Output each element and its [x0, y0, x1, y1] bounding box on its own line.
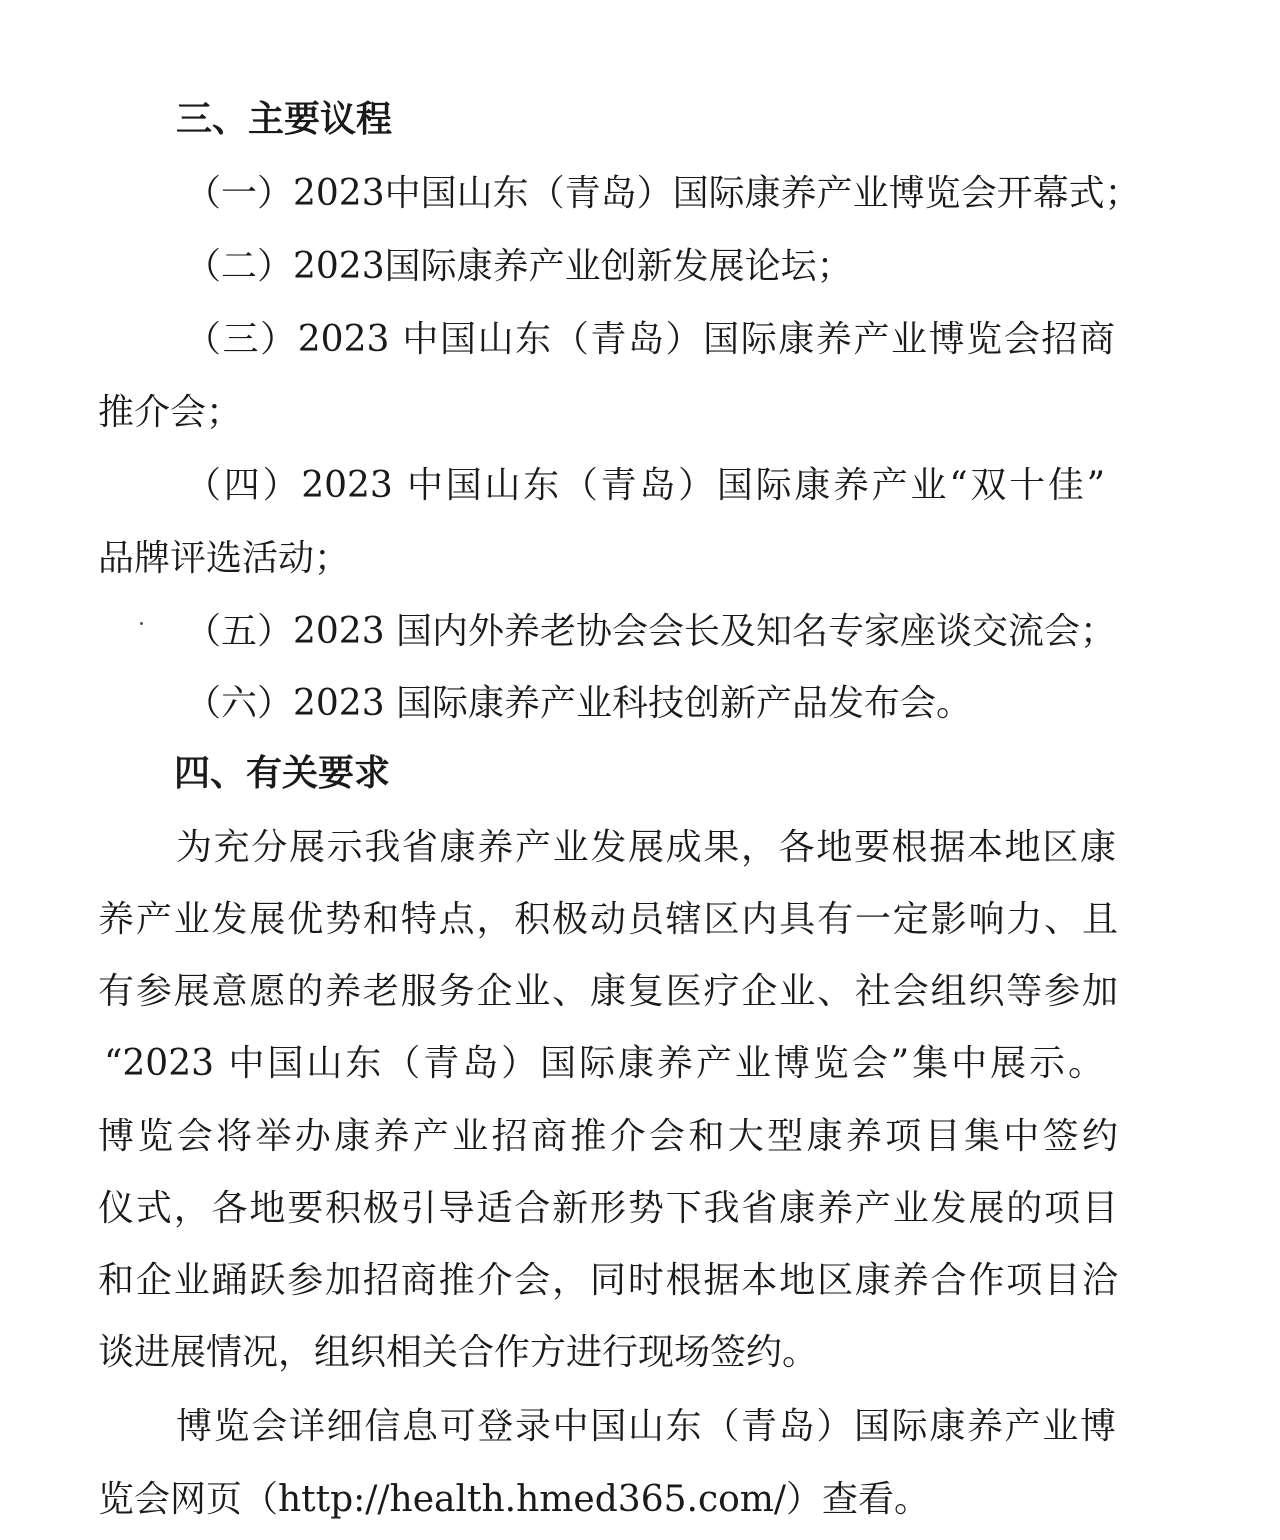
agenda-item-2: （二）2023国际康养产业创新发展论坛； — [185, 246, 853, 287]
agenda-item-3-continued: 推介会； — [98, 392, 243, 433]
requirements-line-5: 博览会将举办康养产业招商推介会和大型康养项目集中签约 — [98, 1116, 1118, 1157]
agenda-item-1: （一）2023中国山东（青岛）国际康养产业博览会开幕式； — [185, 173, 1141, 214]
agenda-item-5: （五）2023 国内外养老协会会长及知名专家座谈交流会； — [185, 611, 1117, 652]
agenda-item-4-continued: 品牌评选活动； — [98, 538, 351, 579]
agenda-item-3: （三）2023 中国山东（青岛）国际康养产业博览会招商 — [185, 319, 1115, 360]
requirements-line-1: 为充分展示我省康养产业发展成果，各地要根据本地区康 — [176, 827, 1116, 868]
website-info-line-1: 博览会详细信息可登录中国山东（青岛）国际康养产业博 — [176, 1406, 1116, 1447]
agenda-item-6: （六）2023 国际康养产业科技创新产品发布会。 — [185, 683, 973, 724]
requirements-line-8: 谈进展情况，组织相关合作方进行现场签约。 — [98, 1332, 819, 1373]
section-heading-requirements: 四、有关要求 — [174, 753, 391, 794]
scan-dot-mark — [140, 622, 143, 625]
requirements-line-2: 养产业发展优势和特点，积极动员辖区内具有一定影响力、且 — [98, 899, 1118, 940]
requirements-line-3: 有参展意愿的养老服务企业、康复医疗企业、社会组织等参加 — [98, 971, 1118, 1012]
requirements-line-6: 仪式，各地要积极引导适合新形势下我省康养产业发展的项目 — [98, 1188, 1118, 1229]
website-info-line-2: 览会网页（http://health.hmed365.com/）查看。 — [98, 1479, 931, 1520]
agenda-item-4: （四）2023 中国山东（青岛）国际康养产业“双十佳” — [185, 465, 1105, 506]
section-heading-agenda: 三、主要议程 — [176, 99, 393, 140]
requirements-line-7: 和企业踊跃参加招商推介会，同时根据本地区康养合作项目洽 — [98, 1260, 1118, 1301]
requirements-line-4: “2023 中国山东（青岛）国际康养产业博览会”集中展示。 — [104, 1043, 1104, 1084]
